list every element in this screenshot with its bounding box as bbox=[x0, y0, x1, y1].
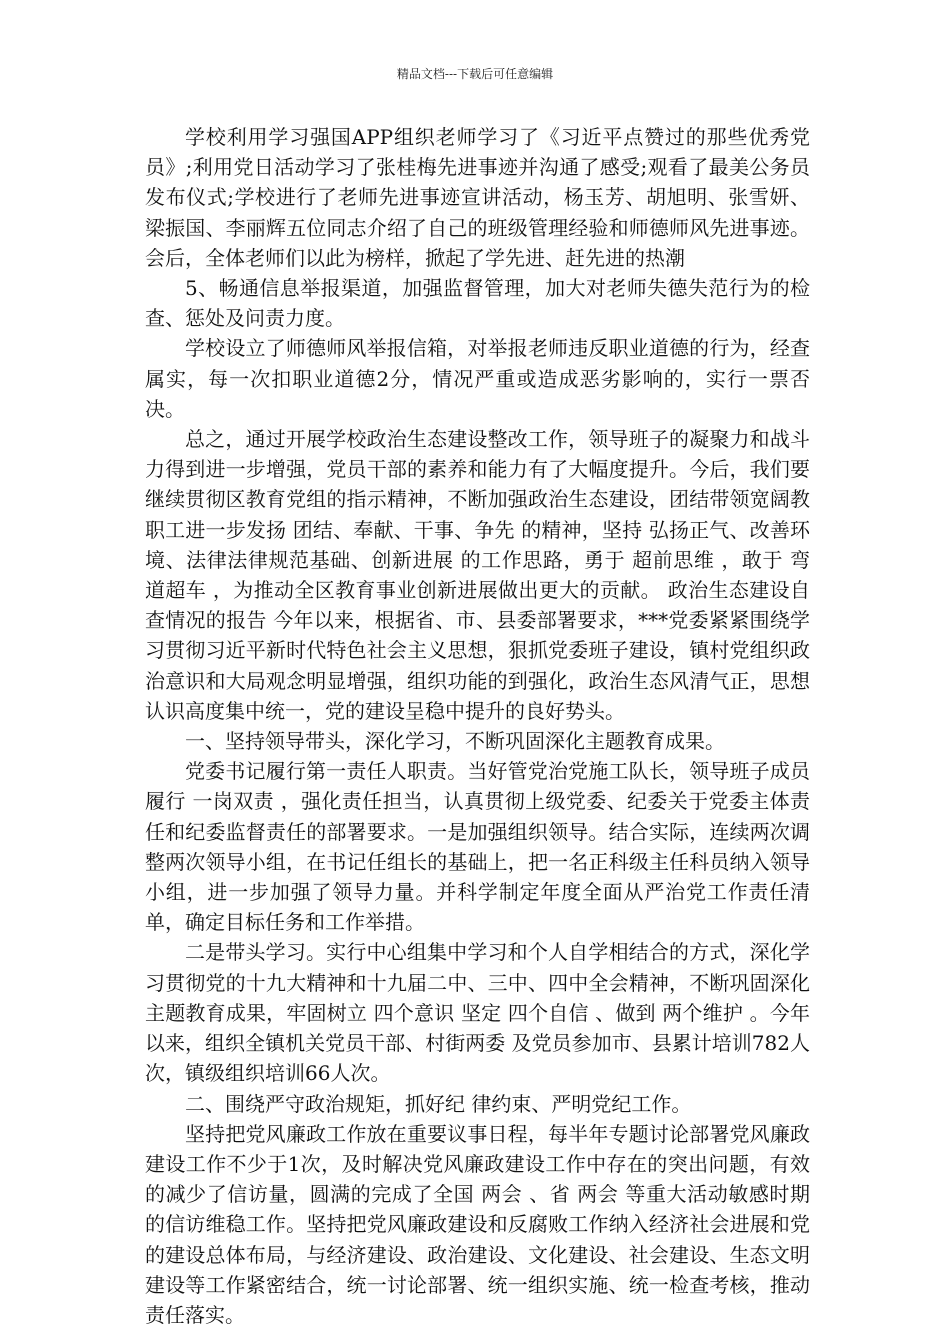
paragraph: 党委书记履行第一责任人职责。当好管党治党施工队长，领导班子成员履行 一岗双责 ，强化责任担当，认真贯彻上级党委、纪委关于党委主体责任和纪委监督责任的部署要求。一是加强组织领导。结合实际，连续两次调整两次领导小组，在书记任组长的基础上，把一名正科级主任科员纳入领导小组，进一步加强了领导力量。并科学制定年度全面从严治党工作责任清单，确定目标任务和工作举措。 bbox=[145, 759, 810, 935]
section-heading: 一、坚持领导带头，深化学习，不断巩固深化主题教育成果。 bbox=[185, 729, 725, 754]
page-header: 精品文档---下载后可任意编辑 bbox=[396, 67, 554, 81]
paragraph: 学校设立了师德师风举报信箱，对举报老师违反职业道德的行为，经查属实，每一次扣职业道德2分，情况严重或造成恶劣影响的，实行一票否决。 bbox=[145, 336, 810, 421]
paragraph: 坚持把党风廉政工作放在重要议事日程，每半年专题讨论部署党风廉政建设工作不少于1次，及时解决党风廉政建设工作中存在的突出问题，有效的减少了信访量，圆满的完成了全国 两会 、省 两会 等重大活动敏感时期的信访维稳工作。坚持把党风廉政建设和反腐败工作纳入经济社会进展和党的建设总体布局，与经济建设、政治建设、文化建设、社会建设、生态文明建设等工作紧密结合，统一讨论部署、统一组织实施、统一检查考核，推动责任落实。 bbox=[145, 1121, 810, 1327]
section-heading: 二、围绕严守政治规矩，抓好纪 律约束、严明党纪工作。 bbox=[185, 1091, 692, 1116]
paragraph: 总之，通过开展学校政治生态建设整改工作，领导班子的凝聚力和战斗力得到进一步增强，党员干部的素养和能力有了大幅度提升。今后，我们要继续贯彻区教育党组的指示精神，不断加强政治生态建设，团结带领宽阔教职工进一步发扬 团结、奉献、干事、争先 的精神，坚持 弘扬正气、改善环境、法律法律规范基础、创新进展 的工作思路，勇于 超前思维 ，敢于 弯道超车 ，为推动全区教育事业创新进展做出更大的贡献。 政治生态建设自查情况的报告 今年以来，根据省、市、县委部署要求，***党委紧紧围绕学习贯彻习近平新时代特色社会主义思想，狠抓党委班子建设，镇村党组织政治意识和大局观念明显增强，组织功能的到强化，政治生态风清气正，思想认识高度集中统一，党的建设呈稳中提升的良好势头。 bbox=[145, 427, 810, 723]
paragraph: 5、畅通信息举报渠道，加强监督管理，加大对老师失德失范行为的检查、惩处及问责力度。 bbox=[145, 276, 810, 331]
paragraph: 学校利用学习强国APP组织老师学习了《习近平点赞过的那些优秀党员》;利用党日活动学习了张桂梅先进事迹并沟通了感受;观看了最美公务员发布仪式;学校进行了老师先进事迹宣讲活动，杨玉芳、胡旭明、张雪妍、梁振国、李丽辉五位同志介绍了自己的班级管理经验和师德师风先进事迹。会后，全体老师们以此为榜样，掀起了学先进、赶先进的热潮 bbox=[145, 125, 810, 270]
paragraph: 二是带头学习。实行中心组集中学习和个人自学相结合的方式，深化学习贯彻党的十九大精神和十九届二中、三中、四中全会精神，不断巩固深化主题教育成果，牢固树立 四个意识 坚定 四个自信 、做到 两个维护 。今年以来，组织全镇机关党员干部、村街两委 及党员参加市、县累计培训782人次，镇级组织培训66人次。 bbox=[145, 940, 810, 1086]
document-body bbox=[145, 122, 810, 1330]
